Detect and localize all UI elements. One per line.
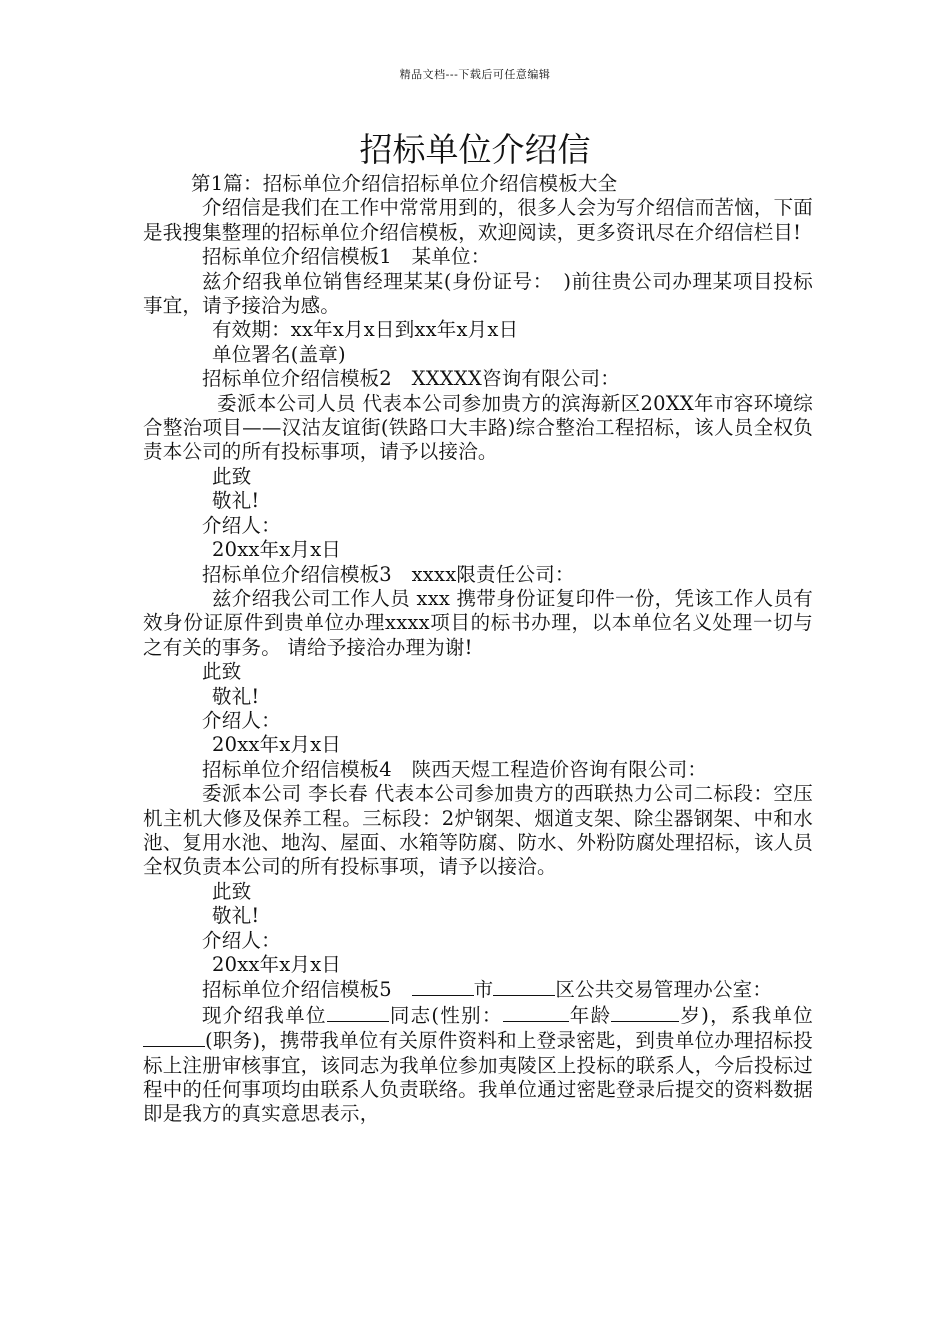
- blank-line: [493, 977, 555, 996]
- blank-line: [503, 1003, 569, 1022]
- template-3-heading: 招标单位介绍信模板3 xxxx限责任公司：: [202, 562, 575, 586]
- page-header: 精品文档---下载后可任意编辑: [399, 68, 551, 81]
- template-3-closing: 此致: [202, 660, 242, 684]
- blank-line: [327, 1003, 389, 1022]
- template-5-heading-part-b: 市: [473, 978, 494, 1002]
- template-3-date: 20xx年x月x日: [212, 733, 342, 757]
- template-2-closing: 此致: [212, 464, 252, 488]
- template-5-heading: [143, 977, 813, 1002]
- template-5-body-part-c: 年龄: [568, 1003, 612, 1027]
- template-5-body: [143, 1003, 813, 1127]
- intro-paragraph: 介绍信是我们在工作中常常用到的，很多人会为写介绍信而苦恼，下面是我搜集整理的招标单位介绍信模板，欢迎阅读，更多资讯尽在介绍信栏目!: [143, 196, 813, 244]
- blank-line: [611, 1003, 679, 1022]
- template-4-introducer: 介绍人：: [202, 928, 281, 952]
- template-3-regards: 敬礼!: [212, 684, 260, 708]
- template-5-body-part-e: (职务)，携带我单位有关原件资料和上登录密匙，到贵单位办理招标投标上注册审核事宜，该同志为我单位参加夷陵区上投标的联系人，今后投标过程中的任何事项均由联系人负责联络。我单位通过密匙登录后提交的资料数据即是我方的真实意思表示，: [143, 1029, 813, 1126]
- template-4-body: 委派本公司 李长春 代表本公司参加贵方的西联热力公司二标段：空压机主机大修及保养工程。三标段：2炉钢架、烟道支架、除尘器钢架、中和水池、复用水池、地沟、屋面、水箱等防腐、防水、外粉防腐处理招标，该人员全权负责本公司的所有投标事项，请予以接洽。: [143, 782, 813, 879]
- template-3-body: 兹介绍我公司工作人员 xxx 携带身份证复印件一份，凭该工作人员有效身份证原件到贵单位办理xxxx项目的标书办理，以本单位名义处理一切与之有关的事务。 请给予接洽办理为谢!: [143, 586, 813, 659]
- template-2-body: 委派本公司人员 代表本公司参加贵方的滨海新区20XX年市容环境综合整治项目——汉沽友谊街(铁路口大丰路)综合整治工程招标，该人员全权负责本公司的所有投标事项，请予以接洽。: [143, 391, 813, 464]
- template-4-heading: 招标单位介绍信模板4 陕西天煜工程造价咨询有限公司：: [202, 757, 708, 781]
- template-2-heading: 招标单位介绍信模板2 XXXXX咨询有限公司：: [202, 367, 620, 391]
- template-4-date: 20xx年x月x日: [212, 953, 342, 976]
- template-1-validity: 有效期：xx年x月x日到xx年x月x日: [212, 318, 519, 342]
- document-title: 招标单位介绍信: [359, 130, 591, 169]
- template-4-regards: 敬礼!: [212, 904, 260, 928]
- blank-line: [412, 977, 474, 996]
- template-5-body-part-d: 岁)，系我单位: [679, 1003, 813, 1027]
- template-2-regards: 敬礼!: [212, 489, 260, 513]
- template-4-closing: 此致: [212, 879, 252, 903]
- template-2-introducer: 介绍人：: [202, 513, 281, 537]
- template-1-signature: 单位署名(盖章): [212, 342, 346, 366]
- template-5-body-part-b: 同志(性别：: [388, 1003, 503, 1027]
- blank-line: [143, 1028, 205, 1047]
- template-5-heading-part-a: 招标单位介绍信模板5: [202, 978, 412, 1002]
- template-5-heading-part-c: 区公共交易管理办公室：: [555, 978, 773, 1002]
- template-5-body-part-a: 现介绍我单位: [202, 1003, 327, 1027]
- template-1-body: 兹介绍我单位销售经理某某(身份证号： )前往贵公司办理某项目投标事宜，请予接洽为感。: [143, 269, 813, 318]
- template-1-heading: 招标单位介绍信模板1 某单位：: [202, 245, 491, 269]
- section-heading: 第1篇：招标单位介绍信招标单位介绍信模板大全: [191, 172, 618, 195]
- template-3-introducer: 介绍人：: [202, 708, 281, 732]
- document-body: [143, 172, 813, 1127]
- template-2-date: 20xx年x月x日: [212, 538, 342, 562]
